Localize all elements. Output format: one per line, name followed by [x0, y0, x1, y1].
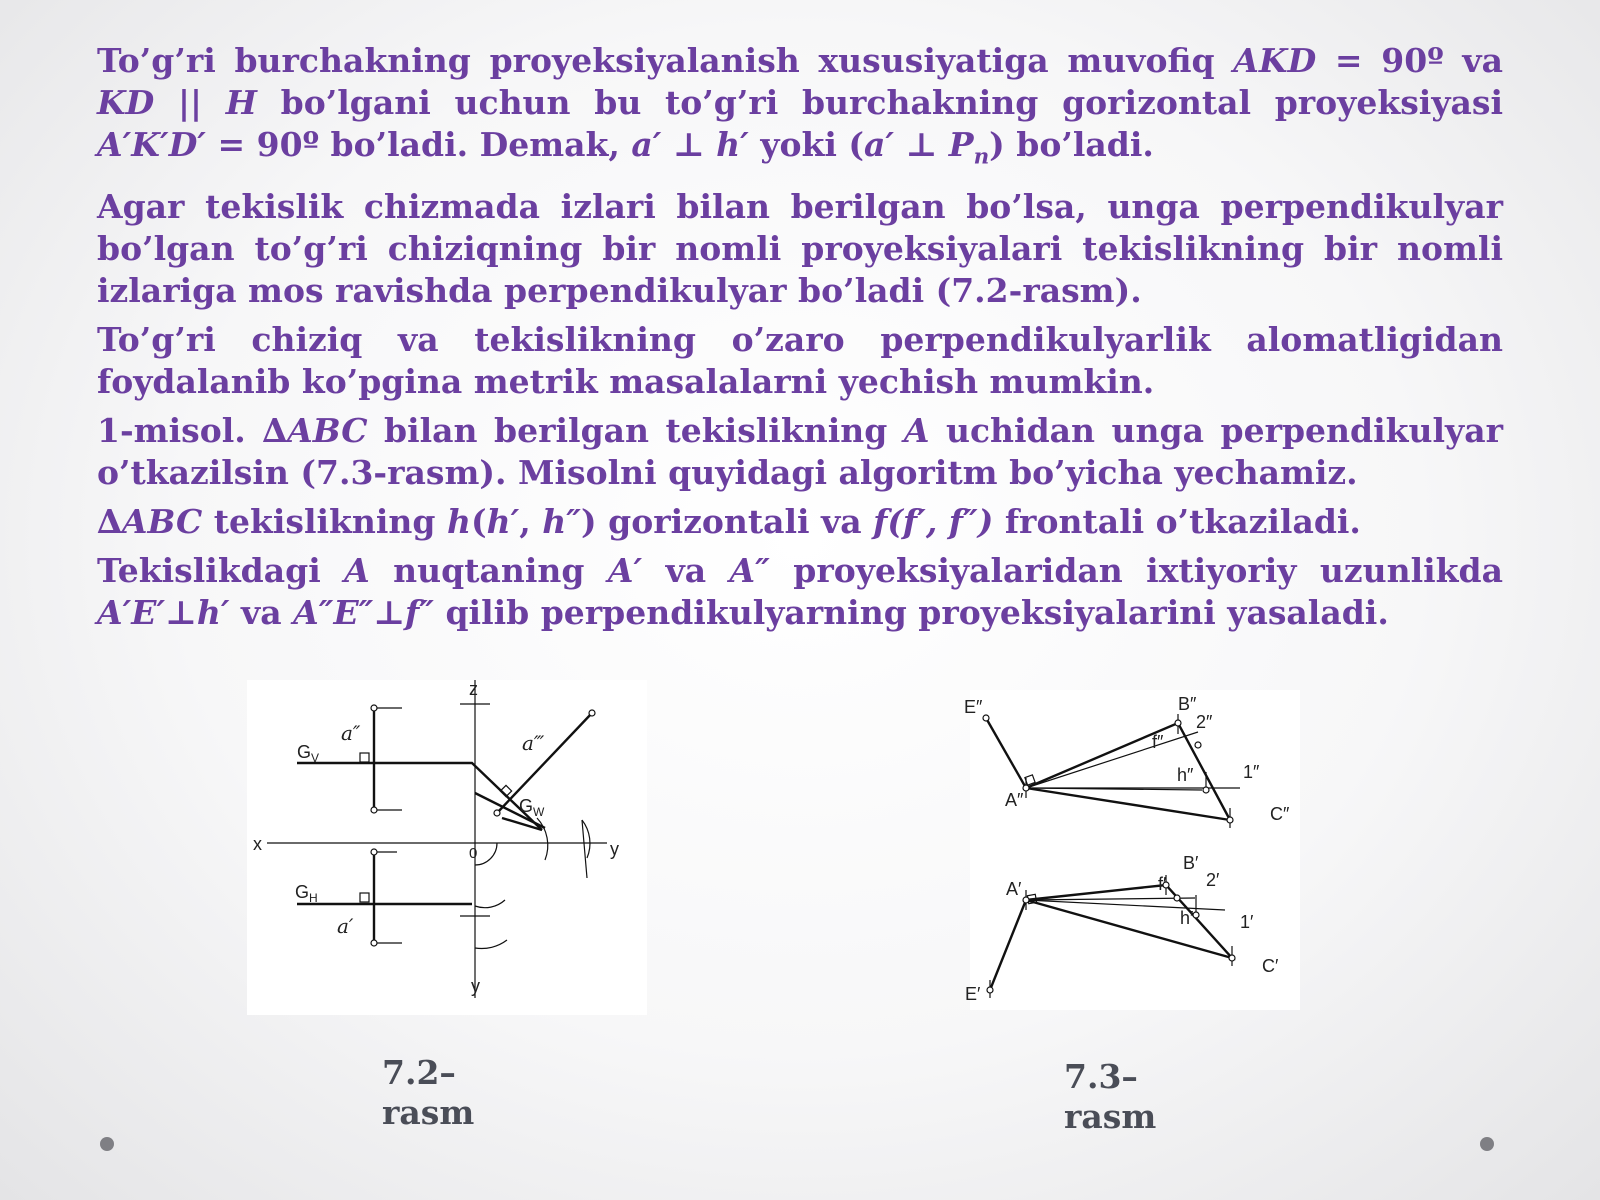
- text-span: yoki (: [748, 125, 865, 164]
- text-span: KD: [97, 83, 155, 122]
- paragraph-1: [97, 40, 1503, 179]
- text-span: H: [225, 83, 257, 122]
- text-span: f(f′, f″): [873, 501, 994, 541]
- text-span: AKD: [1233, 41, 1317, 80]
- label-c2: C″: [1270, 804, 1290, 824]
- label-a1-cap: A′: [1006, 879, 1022, 899]
- text-span: A: [903, 410, 930, 450]
- text-span: h″: [542, 501, 582, 541]
- text-span: a′ ⊥ P: [864, 125, 974, 164]
- text-span: bilan berilgan tekislikning: [367, 410, 904, 450]
- label-1-2: 1″: [1243, 762, 1260, 782]
- paragraph-5: [97, 501, 1503, 543]
- text-span: qilib perpendikulyarning proyeksiyalarini yasaladi.: [433, 592, 1389, 632]
- figure-7-3-drawing: [964, 690, 1300, 1010]
- text-span: ) bo’ladi.: [989, 125, 1154, 164]
- label-gh: $G_H$: [295, 882, 318, 905]
- text-span: nuqtaning: [369, 550, 608, 590]
- label-2-2: 2″: [1196, 712, 1213, 732]
- label-z: z: [469, 679, 478, 699]
- text-span: h′: [486, 501, 520, 541]
- figure-7-3-caption-line2: rasm: [1064, 1097, 1157, 1136]
- text-span: va: [642, 550, 730, 590]
- figure-7-3-caption-line1: 7.3–: [1064, 1057, 1138, 1096]
- figure-7-3-caption: [1064, 1057, 1156, 1137]
- label-x: x: [253, 834, 262, 854]
- text-span: ∆ABC: [97, 501, 203, 541]
- label-e2: E″: [964, 697, 983, 717]
- text-span: To’g’ri chiziq va tekislikning o’zaro perpendikulyarlik alomatligidan foydalanib ko’pgina metrik masalalarni yechish mumkin.: [97, 319, 1503, 401]
- text-span: h: [446, 501, 471, 541]
- text-span: va: [229, 592, 294, 632]
- triangle-horizontal: [1026, 885, 1232, 958]
- slide-dot-right: [1480, 1137, 1494, 1151]
- label-f2: f″: [1152, 732, 1164, 752]
- paragraph-4: [97, 410, 1503, 494]
- text-span: A′: [607, 550, 643, 590]
- label-y-right: y: [610, 839, 619, 859]
- text-span: A: [344, 550, 370, 590]
- label-origin: 0: [469, 845, 478, 862]
- paragraph-6: [97, 550, 1503, 634]
- text-span: uchidan unga perpendikulyar o’tkazilsin (7.3-rasm). Misolni quyidagi algoritm bo’yicha yechamiz.: [97, 410, 1503, 492]
- label-c1: C′: [1262, 956, 1279, 976]
- label-e1: E′: [965, 984, 981, 1004]
- label-gv: $G_V$: [297, 742, 320, 765]
- label-a2: a″: [341, 721, 361, 745]
- text-span: frontali o’tkaziladi.: [993, 501, 1361, 541]
- figure-7-2: [247, 680, 647, 1015]
- text-span: A″E″⊥f″: [293, 592, 434, 632]
- label-y-bottom: y: [471, 976, 480, 996]
- paragraph-3: [97, 319, 1503, 403]
- text-span: Agar tekislik chizmada izlari bilan berilgan bo’lsa, unga perpendikulyar bo’lgan to’g’ri chiziqning bir nomli proyeksiyalari tekislikning bir nomli izlariga mos ravishda perpendikulyar bo’ladi (7.2-rasm).: [97, 186, 1503, 310]
- text-span: ,: [519, 501, 543, 541]
- label-gw: $G_W$: [519, 796, 545, 819]
- text-span: A′E′⊥h′: [97, 592, 230, 632]
- text-span: Tekislikdagi: [97, 550, 345, 590]
- label-1-1: 1′: [1240, 912, 1254, 932]
- text-span: bo’lgani uchun bu to’g’ri burchakning gorizontal proyeksiyasi: [256, 83, 1503, 122]
- label-h1: h′: [1180, 908, 1194, 928]
- text-span: 1-misol.: [97, 410, 263, 450]
- text-span: tekislikning: [202, 501, 447, 541]
- text-span: n: [973, 144, 990, 170]
- label-b1: B′: [1183, 853, 1199, 873]
- label-b2: B″: [1178, 694, 1197, 714]
- figure-7-2-caption: [382, 1053, 474, 1133]
- text-span: (: [470, 501, 487, 541]
- text-span: proyeksiyalaridan ixtiyoriy uzunlikda: [769, 550, 1503, 590]
- text-span: ∆ABC: [262, 410, 368, 450]
- figure-7-2-caption-line1: 7.2–: [382, 1053, 456, 1092]
- text-content: [97, 40, 1503, 641]
- text-span: To’g’ri burchakning proyeksiyalanish xususiyatiga muvofiq: [97, 41, 1234, 80]
- triangle-frontal: [1026, 723, 1230, 820]
- label-a1: a′: [337, 914, 354, 938]
- label-a2-cap: A″: [1005, 790, 1024, 810]
- label-h2: h″: [1177, 765, 1194, 785]
- text-span: A″: [729, 550, 770, 590]
- label-a3: a‴: [522, 731, 545, 755]
- a3-line: [497, 713, 592, 813]
- paragraph-2: [97, 186, 1503, 312]
- figure-7-2-caption-line2: rasm: [382, 1093, 475, 1132]
- origin-arc: [475, 843, 497, 865]
- text-span: a′ ⊥ h′: [631, 125, 749, 164]
- text-span: = 90º va: [1316, 41, 1503, 80]
- text-span: ||: [154, 83, 226, 122]
- text-span: ) gorizontali va: [581, 501, 874, 541]
- figure-7-2-drawing: [247, 680, 647, 1015]
- figure-7-3: [964, 690, 1300, 1010]
- label-2-1: 2′: [1206, 870, 1220, 890]
- label-f1: f′: [1158, 874, 1167, 894]
- text-span: A′K′D′: [97, 125, 207, 164]
- slide-dot-left: [100, 1137, 114, 1151]
- text-span: = 90º bo’ladi. Demak,: [206, 125, 632, 164]
